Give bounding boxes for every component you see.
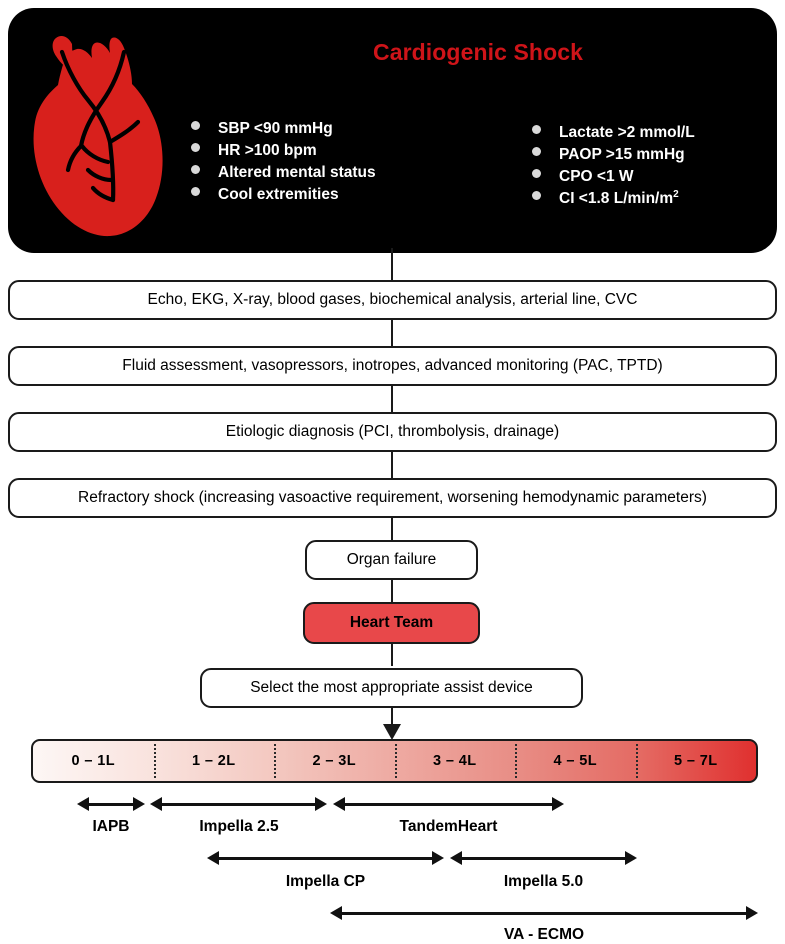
criteria-label: PAOP >15 mmHg [559,146,685,164]
bullet-dot-icon [532,191,541,200]
arrow-head-right-icon [315,797,327,811]
device-range-arrow-va-ecmo [330,906,758,920]
bullet-dot-icon [191,187,200,196]
flow-connector [391,578,393,604]
criteria-list-left [191,120,376,208]
flow-connector [391,248,393,282]
anatomical-heart-icon [28,22,178,242]
flow-step-select-assist-device[interactable]: Select the most appropriate assist device [200,668,583,708]
arrow-head-right-icon [625,851,637,865]
list-item [532,142,695,164]
criteria-list-right [532,120,695,208]
scale-segment: 4 – 5L [515,741,636,781]
scale-segment: 1 – 2L [154,741,275,781]
criteria-label: Cool extremities [218,186,339,203]
criteria-label: CPO <1 W [559,168,634,186]
criteria-label: Lactate >2 mmol/L [559,124,695,142]
arrow-head-right-icon [133,797,145,811]
flow-step-organ-failure[interactable]: Organ failure [305,540,478,580]
flow-step-refractory-shock[interactable]: Refractory shock (increasing vasoactive requirement, worsening hemodynamic parameters) [8,478,777,518]
bullet-dot-icon [532,125,541,134]
arrow-shaft [214,857,437,860]
criteria-label: HR >100 bpm [218,142,317,159]
arrow-head-right-icon [746,906,758,920]
list-item [191,164,376,186]
scale-segment: 3 – 4L [395,741,516,781]
device-label-impella-25: Impella 2.5 [199,818,279,835]
scale-segment: 5 – 7L [636,741,757,781]
criteria-label: CI <1.8 $L/\min/m^2$ [559,189,679,208]
list-item [191,120,376,142]
scale-segment: 2 – 3L [274,741,395,781]
device-label-iapb: IAPB [92,818,130,835]
flow-connector [391,384,393,414]
device-label-va-ecmo: VA - ECMO [503,926,585,943]
device-label-impella-cp: Impella CP [285,873,366,890]
cardiogenic-shock-hero-panel [8,8,777,253]
arrow-shaft [337,912,751,915]
device-range-arrow-impella-50 [450,851,637,865]
device-range-arrow-impella-cp [207,851,444,865]
list-item [532,120,695,142]
device-label-impella-50: Impella 5.0 [503,873,584,890]
device-label-tandemheart: TandemHeart [399,818,498,835]
bullet-dot-icon [191,165,200,174]
arrow-shaft [84,803,138,806]
criteria-label: Altered mental status [218,164,376,181]
bullet-dot-icon [532,147,541,156]
list-item [191,186,376,208]
criteria-label: SBP <90 mmHg [218,120,333,137]
device-range-arrow-impella-25 [150,797,327,811]
flow-connector [391,516,393,542]
arrow-head-right-icon [552,797,564,811]
scale-segment: 0 – 1L [71,753,115,769]
list-item [532,164,695,186]
bullet-dot-icon [532,169,541,178]
device-range-arrow-tandemheart [333,797,564,811]
flow-step-etiologic-diagnosis[interactable]: Etiologic diagnosis (PCI, thrombolysis, drainage) [8,412,777,452]
page-title: Cardiogenic Shock [372,39,584,65]
device-range-arrow-iapb [77,797,145,811]
flow-step-heart-team[interactable]: Heart Team [303,602,480,644]
bullet-dot-icon [191,143,200,152]
flow-connector [391,318,393,348]
list-item [191,142,376,164]
cardiac-output-scale [31,739,758,783]
arrow-shaft [340,803,557,806]
flow-arrow-head-icon [383,724,401,740]
bullet-dot-icon [191,121,200,130]
arrow-shaft [157,803,320,806]
arrow-shaft [457,857,630,860]
flow-step-diagnostics[interactable]: Echo, EKG, X-ray, blood gases, biochemical analysis, arterial line, CVC [8,280,777,320]
arrow-head-right-icon [432,851,444,865]
list-item [532,186,695,208]
flow-connector [391,450,393,480]
flow-step-initial-management[interactable]: Fluid assessment, vasopressors, inotropes, advanced monitoring (PAC, TPTD) [8,346,777,386]
